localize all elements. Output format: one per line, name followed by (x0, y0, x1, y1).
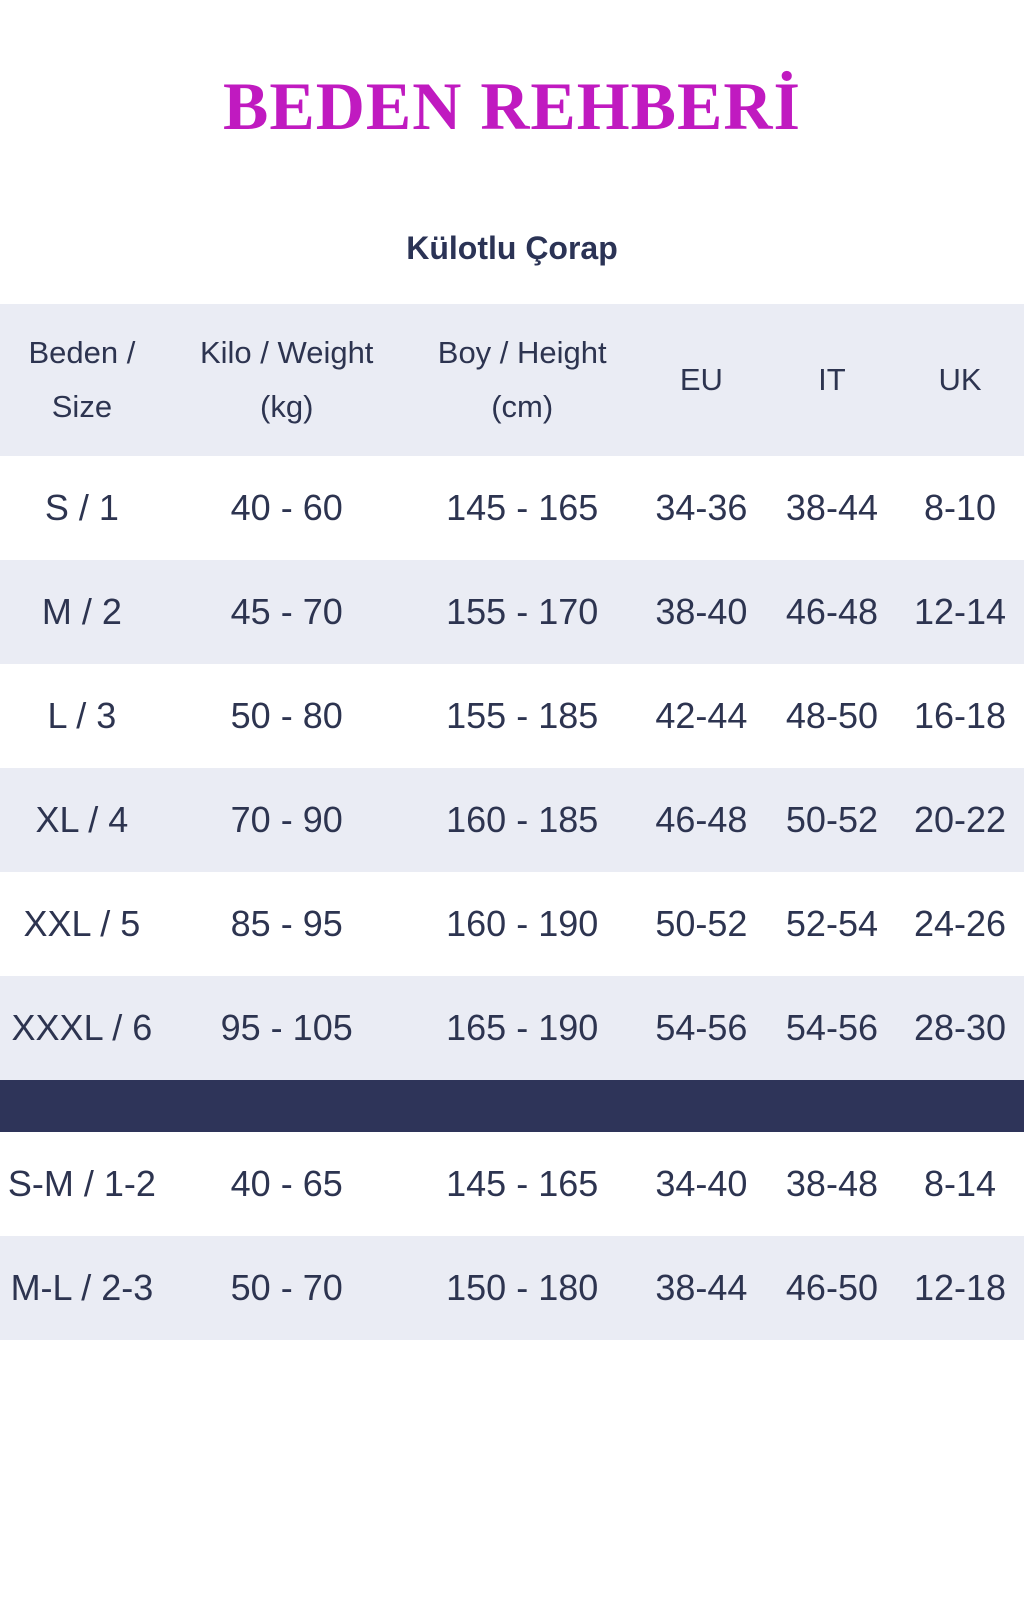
cell-weight: 50 - 80 (230, 695, 343, 736)
cell-it: 46-48 (785, 591, 878, 632)
cell-weight: 95 - 105 (220, 1007, 353, 1048)
cell-weight: 40 - 65 (230, 1163, 343, 1204)
cell-weight: 70 - 90 (230, 799, 343, 840)
cell-it: 48-50 (785, 695, 878, 736)
size-rows-group2 (0, 1132, 1024, 1340)
separator-bar (0, 1080, 1024, 1132)
cell-eu: 46-48 (655, 799, 748, 840)
cell-weight: 85 - 95 (230, 903, 343, 944)
col-header-uk (896, 304, 1024, 456)
cell-height: 150 - 180 (446, 1267, 599, 1308)
col-header-weight (164, 304, 410, 456)
col-header-eu-line1: EU (679, 361, 723, 397)
cell-eu: 42-44 (655, 695, 748, 736)
col-header-size-line1: Beden / (28, 334, 136, 370)
cell-it: 38-44 (785, 487, 878, 528)
col-header-weight-line2: (kg) (260, 389, 314, 424)
product-type-subtitle: Külotlu Çorap (406, 230, 618, 266)
cell-size: M-L / 2-3 (10, 1267, 154, 1308)
cell-weight: 40 - 60 (230, 487, 343, 528)
cell-it: 38-48 (785, 1163, 878, 1204)
col-header-height-line2: (cm) (491, 389, 554, 424)
cell-size: L / 3 (47, 695, 117, 736)
cell-height: 160 - 185 (446, 799, 599, 840)
cell-weight: 50 - 70 (230, 1267, 343, 1308)
cell-size: S-M / 1-2 (7, 1163, 156, 1204)
cell-uk: 28-30 (913, 1007, 1007, 1048)
page-title: BEDEN REHBERİ (223, 68, 801, 144)
cell-height: 165 - 190 (446, 1007, 599, 1048)
cell-height: 160 - 190 (446, 903, 599, 944)
cell-weight: 45 - 70 (230, 591, 343, 632)
cell-uk: 12-18 (913, 1267, 1007, 1308)
table-header (0, 304, 1024, 456)
cell-uk: 8-14 (923, 1163, 996, 1204)
header-row (0, 304, 1024, 456)
table-row (0, 456, 1024, 560)
col-header-eu (635, 304, 768, 456)
table-row (0, 872, 1024, 976)
cell-height: 155 - 170 (446, 591, 599, 632)
cell-it: 54-56 (785, 1007, 878, 1048)
cell-eu: 38-40 (655, 591, 748, 632)
cell-uk: 24-26 (913, 903, 1007, 944)
table-row (0, 1236, 1024, 1340)
cell-it: 52-54 (785, 903, 878, 944)
separator (0, 1080, 1024, 1132)
table-row (0, 768, 1024, 872)
cell-eu: 34-36 (655, 487, 748, 528)
table-row (0, 560, 1024, 664)
cell-height: 145 - 165 (446, 487, 599, 528)
col-header-it (768, 304, 896, 456)
col-header-size (0, 304, 164, 456)
col-header-height (410, 304, 635, 456)
cell-eu: 54-56 (655, 1007, 748, 1048)
col-header-size-line2: Size (51, 389, 113, 424)
cell-eu: 50-52 (655, 903, 748, 944)
cell-uk: 16-18 (913, 695, 1007, 736)
cell-size: XL / 4 (35, 799, 129, 840)
table-row (0, 976, 1024, 1080)
col-header-uk-line1: UK (938, 361, 982, 397)
cell-eu: 38-44 (655, 1267, 748, 1308)
col-header-it-line1: IT (818, 361, 846, 397)
cell-uk: 12-14 (913, 591, 1007, 632)
table-row (0, 664, 1024, 768)
table-row (0, 1132, 1024, 1236)
cell-size: XXL / 5 (23, 903, 141, 944)
cell-it: 50-52 (785, 799, 878, 840)
cell-uk: 8-10 (923, 487, 996, 528)
cell-height: 145 - 165 (446, 1163, 599, 1204)
col-header-height-line1: Boy / Height (437, 334, 607, 370)
cell-size: XXXL / 6 (11, 1007, 153, 1048)
cell-height: 155 - 185 (446, 695, 599, 736)
size-rows-group1 (0, 456, 1024, 1080)
cell-size: S / 1 (44, 487, 119, 528)
cell-eu: 34-40 (655, 1163, 748, 1204)
cell-size: M / 2 (41, 591, 122, 632)
col-header-weight-line1: Kilo / Weight (199, 334, 374, 370)
cell-uk: 20-22 (913, 799, 1007, 840)
cell-it: 46-50 (785, 1267, 878, 1308)
size-guide-table (0, 304, 1024, 1340)
